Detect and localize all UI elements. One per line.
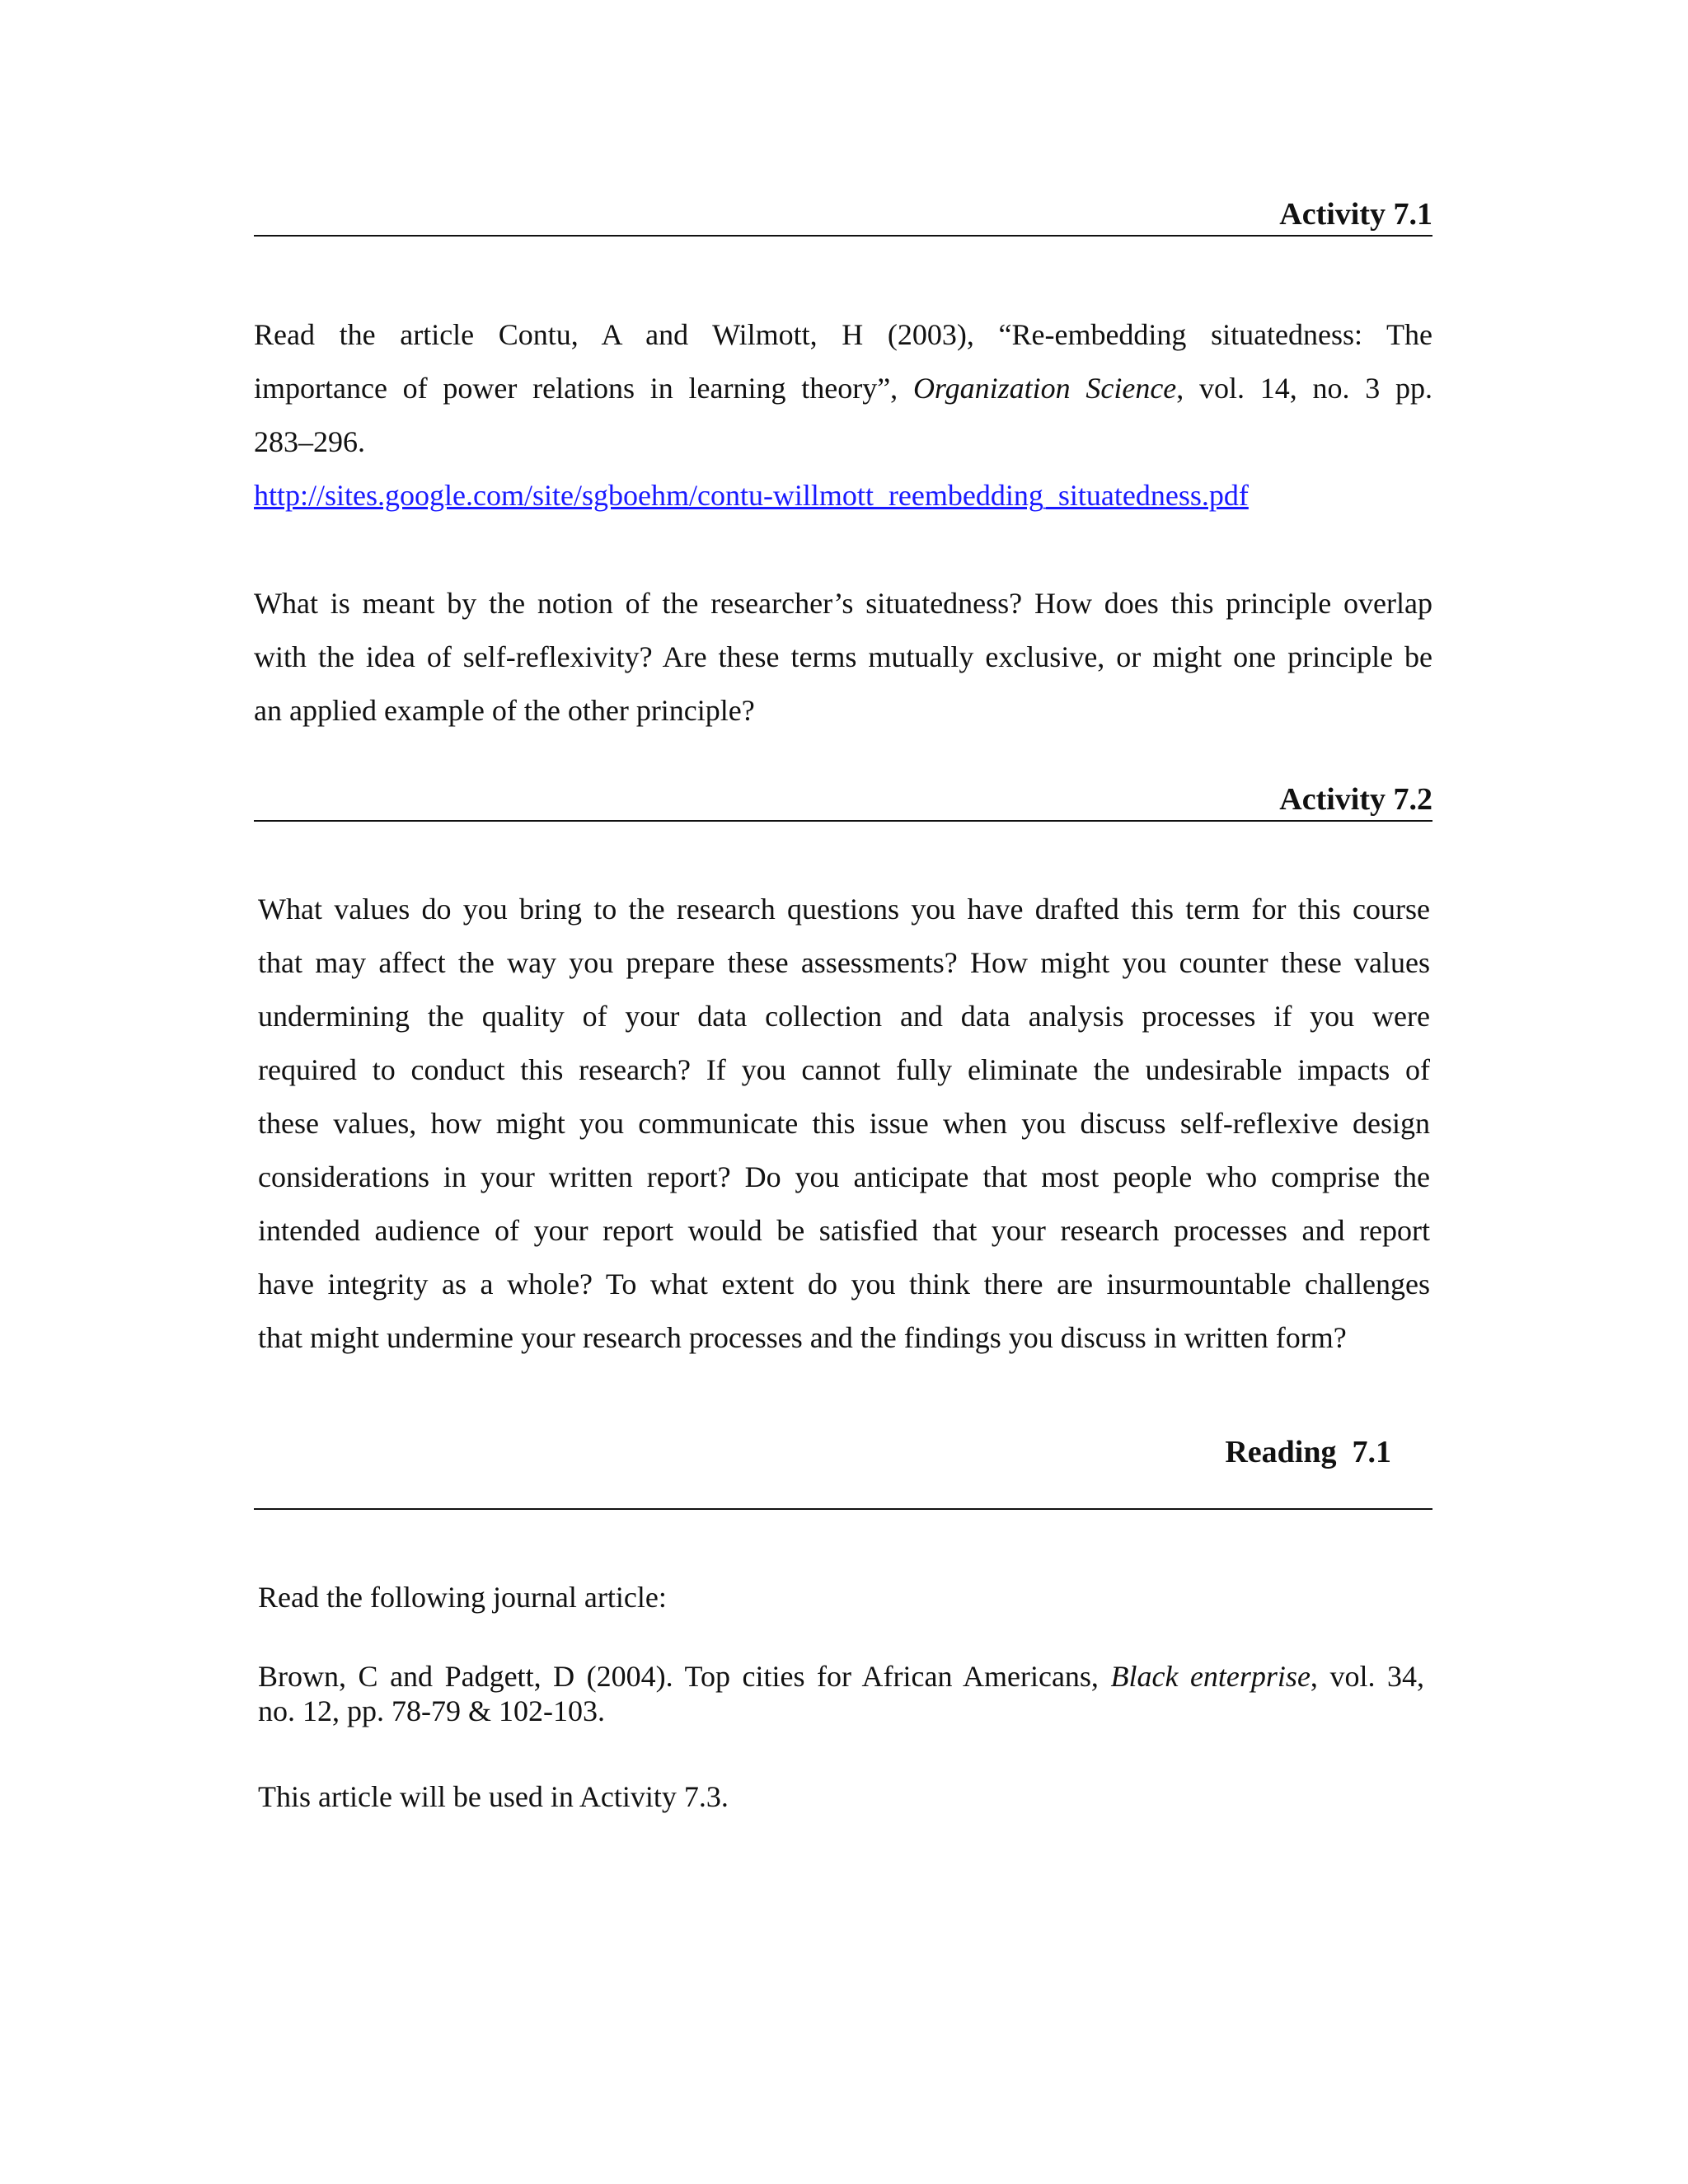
journal-details: , vol. 14, no. 3 pp.: [1176, 372, 1433, 405]
activity-7-2-line-3: undermining the quality of your data collection and data analysis processes if you were: [258, 1000, 1430, 1033]
activity-7-2-line-8: have integrity as a whole? To what extent do you think there are insurmountable challenges: [258, 1268, 1430, 1301]
question-line-1: What is meant by the notion of the researcher’s situatedness? How does this principle overlap: [254, 587, 1432, 620]
reading-note: This article will be used in Activity 7.3.: [258, 1780, 729, 1813]
reference-line-2: [254, 362, 1432, 415]
activity-7-1-rule: [254, 235, 1432, 237]
reference-link-line: [254, 469, 1432, 523]
citation-end: , vol. 34,: [1310, 1660, 1424, 1693]
reference-line-3: 283–296.: [254, 425, 365, 458]
reference-line-2-text: importance of power relations in learning theory”,: [254, 372, 913, 405]
article-link[interactable]: http://sites.google.com/site/sgboehm/contu-willmott_reembedding_situatedness.pdf: [254, 479, 1249, 512]
activity-7-1-reference: [254, 308, 1432, 523]
activity-7-2-line-2: that may affect the way you prepare these assessments? How might you counter these values: [258, 946, 1430, 979]
reading-citation: [258, 1659, 1424, 1728]
citation-journal: Black enterprise: [1110, 1660, 1311, 1693]
activity-7-2-line-1: What values do you bring to the research questions you have drafted this term for this course: [258, 893, 1430, 926]
citation-line-2: no. 12, pp. 78-79 & 102-103.: [258, 1694, 605, 1727]
activity-7-2-rule: [254, 820, 1432, 822]
journal-name: Organization Science: [912, 372, 1177, 405]
activity-7-1-heading: Activity 7.1: [1279, 197, 1432, 232]
reading-7-1-heading: Reading 7.1: [1225, 1435, 1391, 1469]
reading-7-1-rule: [254, 1508, 1432, 1510]
activity-7-2-line-9: that might undermine your research processes and the findings you discuss in written form?: [258, 1321, 1347, 1354]
activity-7-2-body: [258, 883, 1430, 1365]
question-line-2: with the idea of self-reflexivity? Are these terms mutually exclusive, or might one principle be: [254, 640, 1432, 673]
reference-line-1: Read the article Contu, A and Wilmott, H (2003), “Re-embedding situatedness: The: [254, 318, 1432, 351]
citation-line-1: [258, 1659, 1424, 1694]
question-line-3: an applied example of the other principle?: [254, 694, 755, 727]
reading-intro: Read the following journal article:: [258, 1581, 667, 1614]
activity-7-1-question: [254, 577, 1432, 738]
activity-7-2-heading: Activity 7.2: [1279, 782, 1432, 817]
citation-start: Brown, C and Padgett, D (2004). Top cities for African Americans,: [258, 1660, 1111, 1693]
activity-7-2-line-5: these values, how might you communicate this issue when you discuss self-reflexive design: [258, 1107, 1430, 1140]
activity-7-2-line-6: considerations in your written report? Do you anticipate that most people who comprise the: [258, 1160, 1430, 1193]
activity-7-2-line-7: intended audience of your report would be satisfied that your research processes and report: [258, 1214, 1430, 1247]
activity-7-2-line-4: required to conduct this research? If you cannot fully eliminate the undesirable impacts of: [258, 1053, 1430, 1086]
